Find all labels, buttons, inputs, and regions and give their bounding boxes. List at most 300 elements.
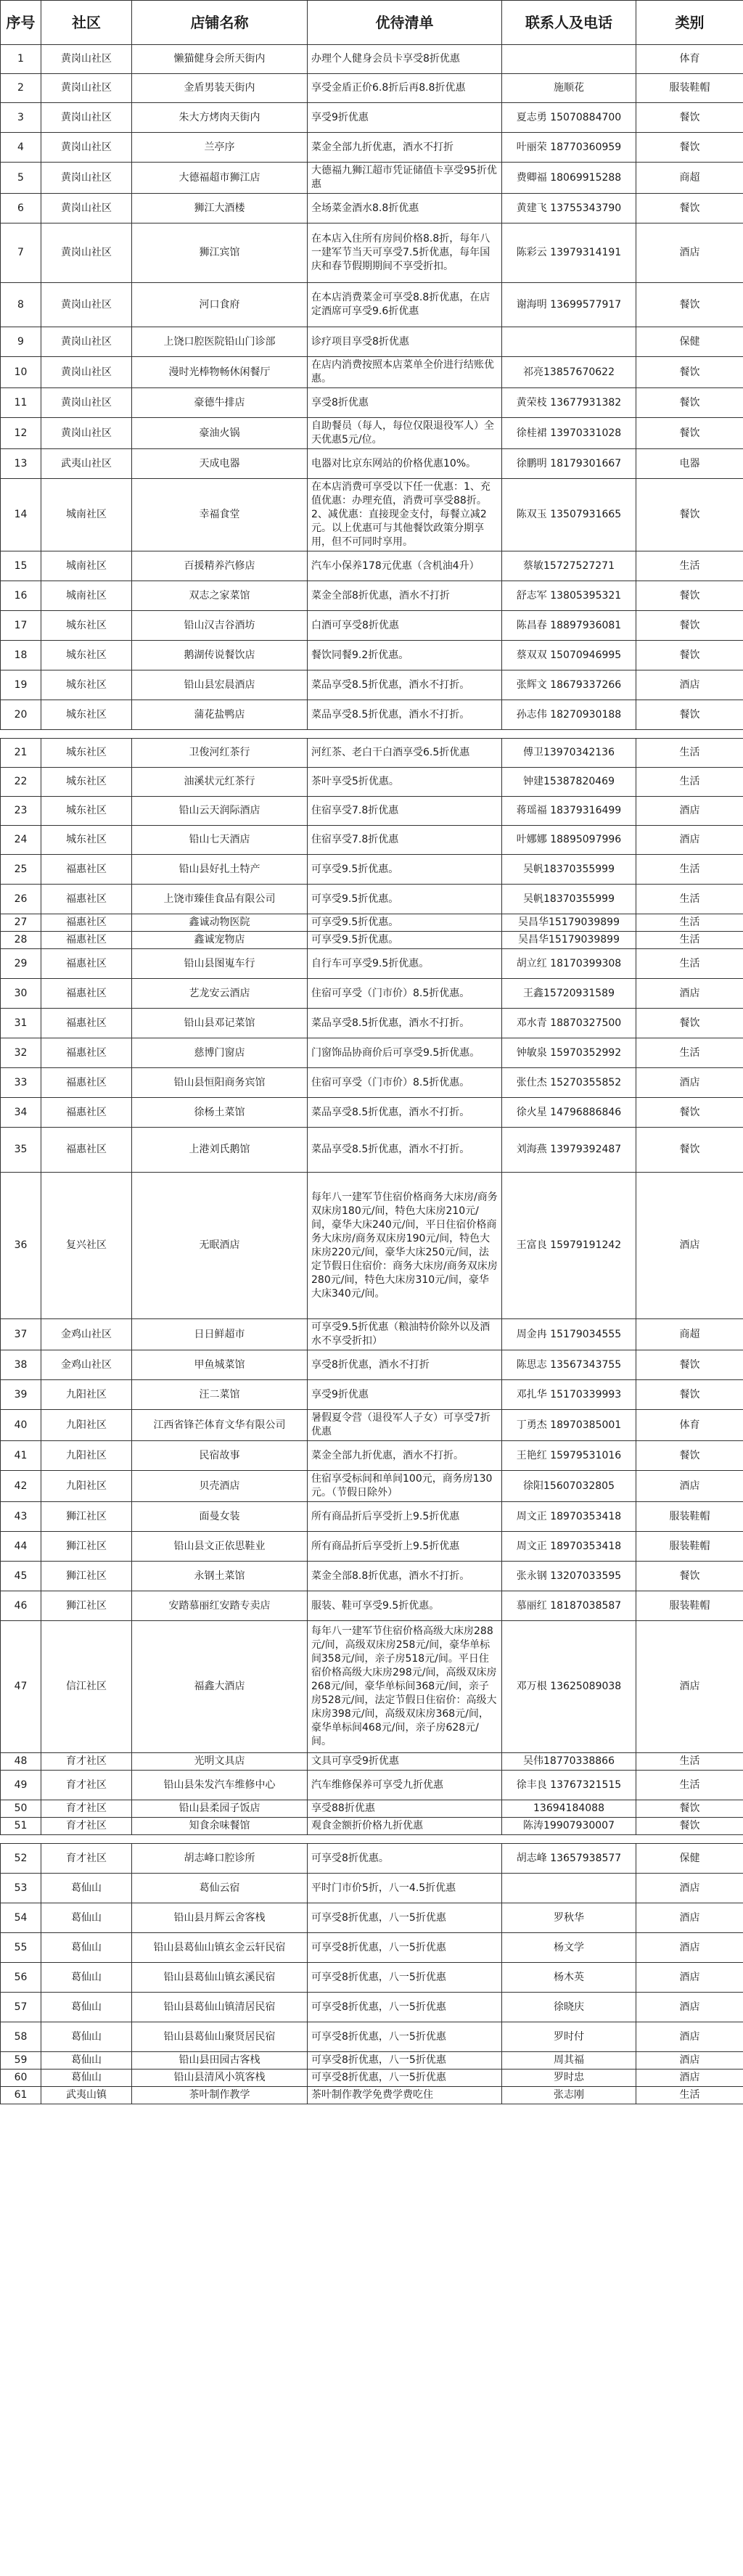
category-cell: 餐饮: [636, 133, 743, 163]
shop-name-cell: 胡志峰口腔诊所: [132, 1844, 308, 1874]
table-row: [1, 611, 743, 641]
shop-name-cell: 铅山县恒阳商务宾馆: [132, 1068, 308, 1098]
category-cell: 生活: [636, 1771, 743, 1800]
header-contact: 联系人及电话: [502, 1, 636, 45]
table-row: [1, 479, 743, 551]
contact-cell: 徐晓庆: [502, 1993, 636, 2022]
contact-cell: 王艳红 15979531016: [502, 1441, 636, 1471]
category-cell: 餐饮: [636, 1800, 743, 1818]
contact-cell: 胡志峰 13657938577: [502, 1844, 636, 1874]
category-cell: 生活: [636, 1753, 743, 1771]
shop-name-cell: 上港刘氏鹅馆: [132, 1128, 308, 1173]
contact-cell: 徐鹏明 18179301667: [502, 449, 636, 479]
row-number-cell: 3: [1, 103, 41, 133]
table-row: [1, 581, 743, 611]
offer-cell: 享受9折优惠: [308, 103, 502, 133]
offer-cell: 住宿可享受（门市价）8.5折优惠。: [308, 979, 502, 1009]
shop-name-cell: 面曼女装: [132, 1502, 308, 1532]
shop-name-cell: 铅山县邓记菜馆: [132, 1009, 308, 1038]
row-number-cell: 5: [1, 163, 41, 194]
category-cell: 餐饮: [636, 581, 743, 611]
contact-cell: 张志刚: [502, 2087, 636, 2104]
offer-cell: 菜金全部九折优惠，酒水不打折: [308, 133, 502, 163]
offer-cell: 自助餐员（每人，每位仅限退役军人）全天优惠5元/位。: [308, 418, 502, 449]
category-cell: 餐饮: [636, 1380, 743, 1410]
contact-cell: 黄建飞 13755343790: [502, 194, 636, 223]
community-cell: 狮江社区: [41, 1591, 132, 1621]
contact-cell: 罗时忠: [502, 2070, 636, 2087]
shop-name-cell: 福鑫大酒店: [132, 1621, 308, 1753]
contact-cell: 黄荣枝 13677931382: [502, 388, 636, 418]
community-cell: 葛仙山: [41, 1963, 132, 1993]
table-row: [1, 1753, 743, 1771]
offer-cell: 住宿可享受（门市价）8.5折优惠。: [308, 1068, 502, 1098]
row-number-cell: 12: [1, 418, 41, 449]
offer-cell: 菜金全部8折优惠，酒水不打折: [308, 581, 502, 611]
offer-cell: 所有商品折后享受折上9.5折优惠: [308, 1502, 502, 1532]
category-cell: 生活: [636, 949, 743, 979]
contact-cell: [502, 45, 636, 74]
category-cell: 体育: [636, 45, 743, 74]
category-cell: 酒店: [636, 1933, 743, 1963]
category-cell: 酒店: [636, 826, 743, 855]
community-cell: 黄岗山社区: [41, 74, 132, 103]
community-cell: 葛仙山: [41, 1993, 132, 2022]
row-number-cell: 36: [1, 1173, 41, 1319]
community-cell: 葛仙山: [41, 1903, 132, 1933]
row-number-cell: 9: [1, 327, 41, 357]
table-row: [1, 74, 743, 103]
contact-cell: 13694184088: [502, 1800, 636, 1818]
community-cell: 黄岗山社区: [41, 194, 132, 223]
offer-cell: 菜品享受8.5折优惠，酒水不打折。: [308, 670, 502, 700]
community-cell: 武夷山社区: [41, 449, 132, 479]
shop-name-cell: 汪二菜馆: [132, 1380, 308, 1410]
category-cell: 生活: [636, 855, 743, 885]
shop-name-cell: 日日鲜超市: [132, 1319, 308, 1350]
shop-name-cell: 铅山县葛仙山镇玄金云轩民宿: [132, 1933, 308, 1963]
shop-name-cell: 大德福超市狮江店: [132, 163, 308, 194]
row-number-cell: 18: [1, 641, 41, 670]
offer-cell: 白酒可享受8折优惠: [308, 611, 502, 641]
row-number-cell: 50: [1, 1800, 41, 1818]
community-cell: 城南社区: [41, 479, 132, 551]
shop-name-cell: 无眠酒店: [132, 1173, 308, 1319]
category-cell: 餐饮: [636, 1818, 743, 1835]
row-number-cell: 30: [1, 979, 41, 1009]
community-cell: 福惠社区: [41, 1068, 132, 1098]
contact-cell: 张仕杰 15270355852: [502, 1068, 636, 1098]
row-number-cell: 13: [1, 449, 41, 479]
contact-cell: 胡立红 18170399308: [502, 949, 636, 979]
header-shop: 店铺名称: [132, 1, 308, 45]
shop-name-cell: 河口食府: [132, 283, 308, 327]
offer-cell: 可享受9.5折优惠。: [308, 855, 502, 885]
community-cell: 葛仙山: [41, 1874, 132, 1903]
contact-cell: 蔡敏15727527271: [502, 551, 636, 581]
contact-cell: 吴昌华15179039899: [502, 932, 636, 949]
shop-name-cell: 双志之家菜馆: [132, 581, 308, 611]
shop-name-cell: 狮江宾馆: [132, 223, 308, 283]
row-number-cell: 45: [1, 1562, 41, 1591]
category-cell: 餐饮: [636, 1098, 743, 1128]
category-cell: 生活: [636, 2087, 743, 2104]
community-cell: 福惠社区: [41, 1009, 132, 1038]
shop-name-cell: 铅山县葛仙山镇玄溪民宿: [132, 1963, 308, 1993]
community-cell: 城东社区: [41, 641, 132, 670]
category-cell: 酒店: [636, 223, 743, 283]
shop-name-cell: 安踏慕丽红安踏专卖店: [132, 1591, 308, 1621]
community-cell: 葛仙山: [41, 2052, 132, 2070]
community-cell: 城南社区: [41, 581, 132, 611]
row-number-cell: 51: [1, 1818, 41, 1835]
offer-cell: 住宿享受7.8折优惠: [308, 826, 502, 855]
offer-cell: 在店内消费按照本店菜单全价进行结账优惠。: [308, 357, 502, 388]
shop-name-cell: 甲鱼城菜馆: [132, 1350, 308, 1380]
category-cell: 酒店: [636, 1963, 743, 1993]
category-cell: 生活: [636, 932, 743, 949]
offer-cell: 享受金盾正价6.8折后再8.8折优惠: [308, 74, 502, 103]
shop-name-cell: 铅山县好扎土特产: [132, 855, 308, 885]
shop-name-cell: 懒猫健身会所天街内: [132, 45, 308, 74]
page-gap-cell: [1, 730, 743, 739]
community-cell: 葛仙山: [41, 1933, 132, 1963]
row-number-cell: 55: [1, 1933, 41, 1963]
row-number-cell: 19: [1, 670, 41, 700]
contact-cell: 孙志伟 18270930188: [502, 700, 636, 730]
table-row: [1, 855, 743, 885]
shop-name-cell: 鹅湖传说餐饮店: [132, 641, 308, 670]
category-cell: 保健: [636, 1844, 743, 1874]
header-category: 类别: [636, 1, 743, 45]
page-gap-cell: [1, 1835, 743, 1844]
community-cell: 福惠社区: [41, 1128, 132, 1173]
category-cell: 酒店: [636, 1621, 743, 1753]
category-cell: 餐饮: [636, 611, 743, 641]
row-number-cell: 4: [1, 133, 41, 163]
offer-cell: 可享受9.5折优惠。: [308, 885, 502, 914]
contact-cell: 谢海明 13699577917: [502, 283, 636, 327]
table-row: [1, 1319, 743, 1350]
community-cell: 金鸡山社区: [41, 1319, 132, 1350]
category-cell: 酒店: [636, 1874, 743, 1903]
row-number-cell: 57: [1, 1993, 41, 2022]
category-cell: 酒店: [636, 2070, 743, 2087]
row-number-cell: 11: [1, 388, 41, 418]
table-row: [1, 1441, 743, 1471]
contact-cell: 周其福: [502, 2052, 636, 2070]
offer-cell: 可享受8折优惠，八一5折优惠: [308, 1903, 502, 1933]
community-cell: 育才社区: [41, 1844, 132, 1874]
community-cell: 黄岗山社区: [41, 45, 132, 74]
community-cell: 狮江社区: [41, 1532, 132, 1562]
shop-name-cell: 狮江大酒楼: [132, 194, 308, 223]
table-row: [1, 979, 743, 1009]
community-cell: 城东社区: [41, 739, 132, 768]
shop-name-cell: 葛仙云宿: [132, 1874, 308, 1903]
row-number-cell: 6: [1, 194, 41, 223]
table-row: [1, 1471, 743, 1502]
row-number-cell: 56: [1, 1963, 41, 1993]
row-number-cell: 37: [1, 1319, 41, 1350]
row-number-cell: 61: [1, 2087, 41, 2104]
community-cell: 黄岗山社区: [41, 357, 132, 388]
contact-cell: [502, 1874, 636, 1903]
contact-cell: 张辉文 18679337266: [502, 670, 636, 700]
contact-cell: 邓水青 18870327500: [502, 1009, 636, 1038]
category-cell: 生活: [636, 1038, 743, 1068]
offer-cell: 在本店消费可享受以下任一优惠：1、充值优惠：办理充值，消费可享受88折。2、减优惠：直接现金支付，每餐立减2元。以上优惠可与其他餐饮政策分期享用，但不可同时享用。: [308, 479, 502, 551]
community-cell: 福惠社区: [41, 949, 132, 979]
shop-name-cell: 上饶口腔医院铅山门诊部: [132, 327, 308, 357]
community-cell: 葛仙山: [41, 2022, 132, 2052]
category-cell: 餐饮: [636, 357, 743, 388]
shop-name-cell: 豪油火锅: [132, 418, 308, 449]
offer-cell: 菜品享受8.5折优惠，酒水不打折。: [308, 700, 502, 730]
shop-name-cell: 漫时光棒物畅休闲餐厅: [132, 357, 308, 388]
category-cell: 酒店: [636, 2052, 743, 2070]
table-row: [1, 1098, 743, 1128]
row-number-cell: 41: [1, 1441, 41, 1471]
page-gap: [1, 1835, 743, 1844]
community-cell: 狮江社区: [41, 1502, 132, 1532]
table-row: [1, 1532, 743, 1562]
shop-name-cell: 江西省锋芒体育文华有限公司: [132, 1410, 308, 1441]
offer-cell: 诊疗项目享受8折优惠: [308, 327, 502, 357]
header-offer: 优待清单: [308, 1, 502, 45]
table-row: [1, 2052, 743, 2070]
row-number-cell: 40: [1, 1410, 41, 1441]
category-cell: 体育: [636, 1410, 743, 1441]
offer-cell: 汽车小保养178元优惠（含机油4升）: [308, 551, 502, 581]
offer-cell: 可享受8折优惠，八一5折优惠: [308, 2052, 502, 2070]
row-number-cell: 29: [1, 949, 41, 979]
table-row: [1, 1038, 743, 1068]
offer-cell: 所有商品折后享受折上9.5折优惠: [308, 1532, 502, 1562]
category-cell: 保健: [636, 327, 743, 357]
table-row: [1, 45, 743, 74]
shop-name-cell: 蒲花盐鸭店: [132, 700, 308, 730]
category-cell: 餐饮: [636, 194, 743, 223]
offer-cell: 可享受9.5折优惠（粮油特价除外以及酒水不享受折扣）: [308, 1319, 502, 1350]
offer-cell: 大德福九狮江超市凭证储值卡享受95折优惠: [308, 163, 502, 194]
community-cell: 黄岗山社区: [41, 418, 132, 449]
offer-cell: 菜品享受8.5折优惠，酒水不打折。: [308, 1098, 502, 1128]
shop-name-cell: 铅山县柔园子饭店: [132, 1800, 308, 1818]
row-number-cell: 17: [1, 611, 41, 641]
row-number-cell: 53: [1, 1874, 41, 1903]
shop-name-cell: 金盾男装天街内: [132, 74, 308, 103]
table-row: [1, 1562, 743, 1591]
contact-cell: 舒志军 13805395321: [502, 581, 636, 611]
row-number-cell: 22: [1, 768, 41, 797]
contact-cell: 陈思志 13567343755: [502, 1350, 636, 1380]
category-cell: 酒店: [636, 1068, 743, 1098]
community-cell: 育才社区: [41, 1771, 132, 1800]
table-row: [1, 327, 743, 357]
table-row: [1, 1844, 743, 1874]
shop-name-cell: 茶叶制作教学: [132, 2087, 308, 2104]
shop-name-cell: 艺龙安云酒店: [132, 979, 308, 1009]
row-number-cell: 8: [1, 283, 41, 327]
category-cell: 商超: [636, 163, 743, 194]
contact-cell: 王富良 15979191242: [502, 1173, 636, 1319]
table-row: [1, 1068, 743, 1098]
offer-cell: 住宿享受标间和单间100元，商务房130元。（节假日除外）: [308, 1471, 502, 1502]
shop-name-cell: 天成电器: [132, 449, 308, 479]
contact-cell: 祁亮13857670622: [502, 357, 636, 388]
community-cell: 福惠社区: [41, 914, 132, 932]
contact-cell: 罗秋华: [502, 1903, 636, 1933]
table-row: [1, 1380, 743, 1410]
category-cell: 生活: [636, 914, 743, 932]
table-row: [1, 1903, 743, 1933]
contact-cell: 吴伟18770338866: [502, 1753, 636, 1771]
header-community: 社区: [41, 1, 132, 45]
offer-cell: 可享受8折优惠，八一5折优惠: [308, 2070, 502, 2087]
contact-cell: 王鑫15720931589: [502, 979, 636, 1009]
offer-cell: 办理个人健身会员卡享受8折优惠: [308, 45, 502, 74]
header-no: 序号: [1, 1, 41, 45]
contact-cell: 吴昌华15179039899: [502, 914, 636, 932]
row-number-cell: 28: [1, 932, 41, 949]
row-number-cell: 48: [1, 1753, 41, 1771]
offer-cell: 全场菜金酒水8.8折优惠: [308, 194, 502, 223]
category-cell: 餐饮: [636, 479, 743, 551]
row-number-cell: 49: [1, 1771, 41, 1800]
shop-name-cell: 铅山县图嵬车行: [132, 949, 308, 979]
community-cell: 九阳社区: [41, 1441, 132, 1471]
row-number-cell: 27: [1, 914, 41, 932]
shop-name-cell: 卫俊河红茶行: [132, 739, 308, 768]
contact-cell: 慕丽红 18187038587: [502, 1591, 636, 1621]
table-row: [1, 1933, 743, 1963]
contact-cell: 陈双玉 13507931665: [502, 479, 636, 551]
shop-name-cell: 上饶市臻佳食品有限公司: [132, 885, 308, 914]
table-row: [1, 283, 743, 327]
row-number-cell: 43: [1, 1502, 41, 1532]
table-row: [1, 1128, 743, 1173]
offer-cell: 菜金全部九折优惠，酒水不打折。: [308, 1441, 502, 1471]
offer-cell: 住宿享受7.8折优惠: [308, 797, 502, 826]
contact-cell: 张永钢 13207033595: [502, 1562, 636, 1591]
table-row: [1, 1410, 743, 1441]
contact-cell: 钟建15387820469: [502, 768, 636, 797]
category-cell: 服装鞋帽: [636, 1502, 743, 1532]
table-row: [1, 1502, 743, 1532]
offer-cell: 汽车维修保养可享受九折优惠: [308, 1771, 502, 1800]
community-cell: 育才社区: [41, 1753, 132, 1771]
community-cell: 九阳社区: [41, 1410, 132, 1441]
table-row: [1, 388, 743, 418]
shop-name-cell: 铅山县月辉云舍客栈: [132, 1903, 308, 1933]
community-cell: 福惠社区: [41, 885, 132, 914]
contact-cell: 蔡双双 15070946995: [502, 641, 636, 670]
contact-cell: 刘海燕 13979392487: [502, 1128, 636, 1173]
community-cell: 九阳社区: [41, 1471, 132, 1502]
contact-cell: 费卿福 18069915288: [502, 163, 636, 194]
table-row: [1, 2022, 743, 2052]
category-cell: 服装鞋帽: [636, 1532, 743, 1562]
table-row: [1, 1591, 743, 1621]
shop-name-cell: 贝壳酒店: [132, 1471, 308, 1502]
contact-cell: 吴帆18370355999: [502, 885, 636, 914]
contact-cell: 徐火星 14796886846: [502, 1098, 636, 1128]
row-number-cell: 2: [1, 74, 41, 103]
community-cell: 黄岗山社区: [41, 223, 132, 283]
offer-cell: 门窗饰品协商价后可享受9.5折优惠。: [308, 1038, 502, 1068]
row-number-cell: 21: [1, 739, 41, 768]
row-number-cell: 54: [1, 1903, 41, 1933]
offer-cell: 在本店入住所有房间价格8.8折，每年八一建军节当天可享受7.5折优惠，每年国庆和春节假期期间不享受折扣。: [308, 223, 502, 283]
offer-cell: 享受8折优惠: [308, 388, 502, 418]
category-cell: 餐饮: [636, 103, 743, 133]
shop-name-cell: 知食余味餐馆: [132, 1818, 308, 1835]
table-row: [1, 357, 743, 388]
row-number-cell: 59: [1, 2052, 41, 2070]
contact-cell: 罗时付: [502, 2022, 636, 2052]
shop-name-cell: 铅山县葛仙山聚贤居民宿: [132, 2022, 308, 2052]
shop-name-cell: 铅山县文正依思鞋业: [132, 1532, 308, 1562]
contact-cell: 丁勇杰 18970385001: [502, 1410, 636, 1441]
contact-cell: 陈彩云 13979314191: [502, 223, 636, 283]
row-number-cell: 31: [1, 1009, 41, 1038]
shop-name-cell: 豪德牛排店: [132, 388, 308, 418]
offer-cell: 享受8折优惠，酒水不打折: [308, 1350, 502, 1380]
offer-cell: 每年八一建军节住宿价格高级大床房288元/间，高级双床房258元/间，豪华单标间358元/间，亲子房518元/间。平日住宿价格高级大床房298元/间，高级双床房268元/间，豪华单标间368元/间，亲子房528元/间，法定节假日住宿价：高级大床房398元/间，高级双床房368元/间，豪华单标间468元/间，亲子房628元/间。: [308, 1621, 502, 1753]
offer-cell: 自行车可享受9.5折优惠。: [308, 949, 502, 979]
community-cell: 狮江社区: [41, 1562, 132, 1591]
shop-name-cell: 幸福食堂: [132, 479, 308, 551]
offer-cell: 可享受8折优惠，八一5折优惠: [308, 1993, 502, 2022]
shop-name-cell: 铅山云天润际酒店: [132, 797, 308, 826]
community-cell: 福惠社区: [41, 1098, 132, 1128]
contact-cell: 徐丰良 13767321515: [502, 1771, 636, 1800]
contact-cell: 杨木英: [502, 1963, 636, 1993]
shop-name-cell: 鑫诚动物医院: [132, 914, 308, 932]
category-cell: 餐饮: [636, 418, 743, 449]
category-cell: 餐饮: [636, 1350, 743, 1380]
row-number-cell: 46: [1, 1591, 41, 1621]
offer-cell: 享受88折优惠: [308, 1800, 502, 1818]
table-row: [1, 2070, 743, 2087]
table-row: [1, 1771, 743, 1800]
row-number-cell: 33: [1, 1068, 41, 1098]
shop-name-cell: 铅山县朱发汽车维修中心: [132, 1771, 308, 1800]
contact-cell: 夏志勇 15070884700: [502, 103, 636, 133]
contact-cell: 叶娜娜 18895097996: [502, 826, 636, 855]
table-row: [1, 551, 743, 581]
community-cell: 城东社区: [41, 768, 132, 797]
contact-cell: 徐桂裙 13970331028: [502, 418, 636, 449]
category-cell: 餐饮: [636, 700, 743, 730]
row-number-cell: 23: [1, 797, 41, 826]
contact-cell: 叶丽荣 18770360959: [502, 133, 636, 163]
shop-name-cell: 徐杨土菜馆: [132, 1098, 308, 1128]
offer-cell: 每年八一建军节住宿价格商务大床房/商务双床房180元/间，特色大床房210元/间，豪华大床240元/间，平日住宿价格商务大床房/商务双床房190元/间，特色大床房220元/间，豪华大床250元/间，法定节假日住宿价：商务大床房/商务双床房280元/间，特色大床房310元/间，豪华大床340元/间。: [308, 1173, 502, 1319]
offer-cell: 菜品享受8.5折优惠，酒水不打折。: [308, 1009, 502, 1038]
category-cell: 餐饮: [636, 641, 743, 670]
category-cell: 酒店: [636, 1903, 743, 1933]
community-cell: 城东社区: [41, 797, 132, 826]
row-number-cell: 20: [1, 700, 41, 730]
offer-cell: 可享受9.5折优惠。: [308, 914, 502, 932]
offer-cell: 暑假夏令营（退役军人子女）可享受7折优惠: [308, 1410, 502, 1441]
contact-cell: 陈昌春 18897936081: [502, 611, 636, 641]
table-row: [1, 932, 743, 949]
offer-cell: 菜品享受8.5折优惠，酒水不打折。: [308, 1128, 502, 1173]
shop-name-cell: 铅山县葛仙山镇清居民宿: [132, 1993, 308, 2022]
